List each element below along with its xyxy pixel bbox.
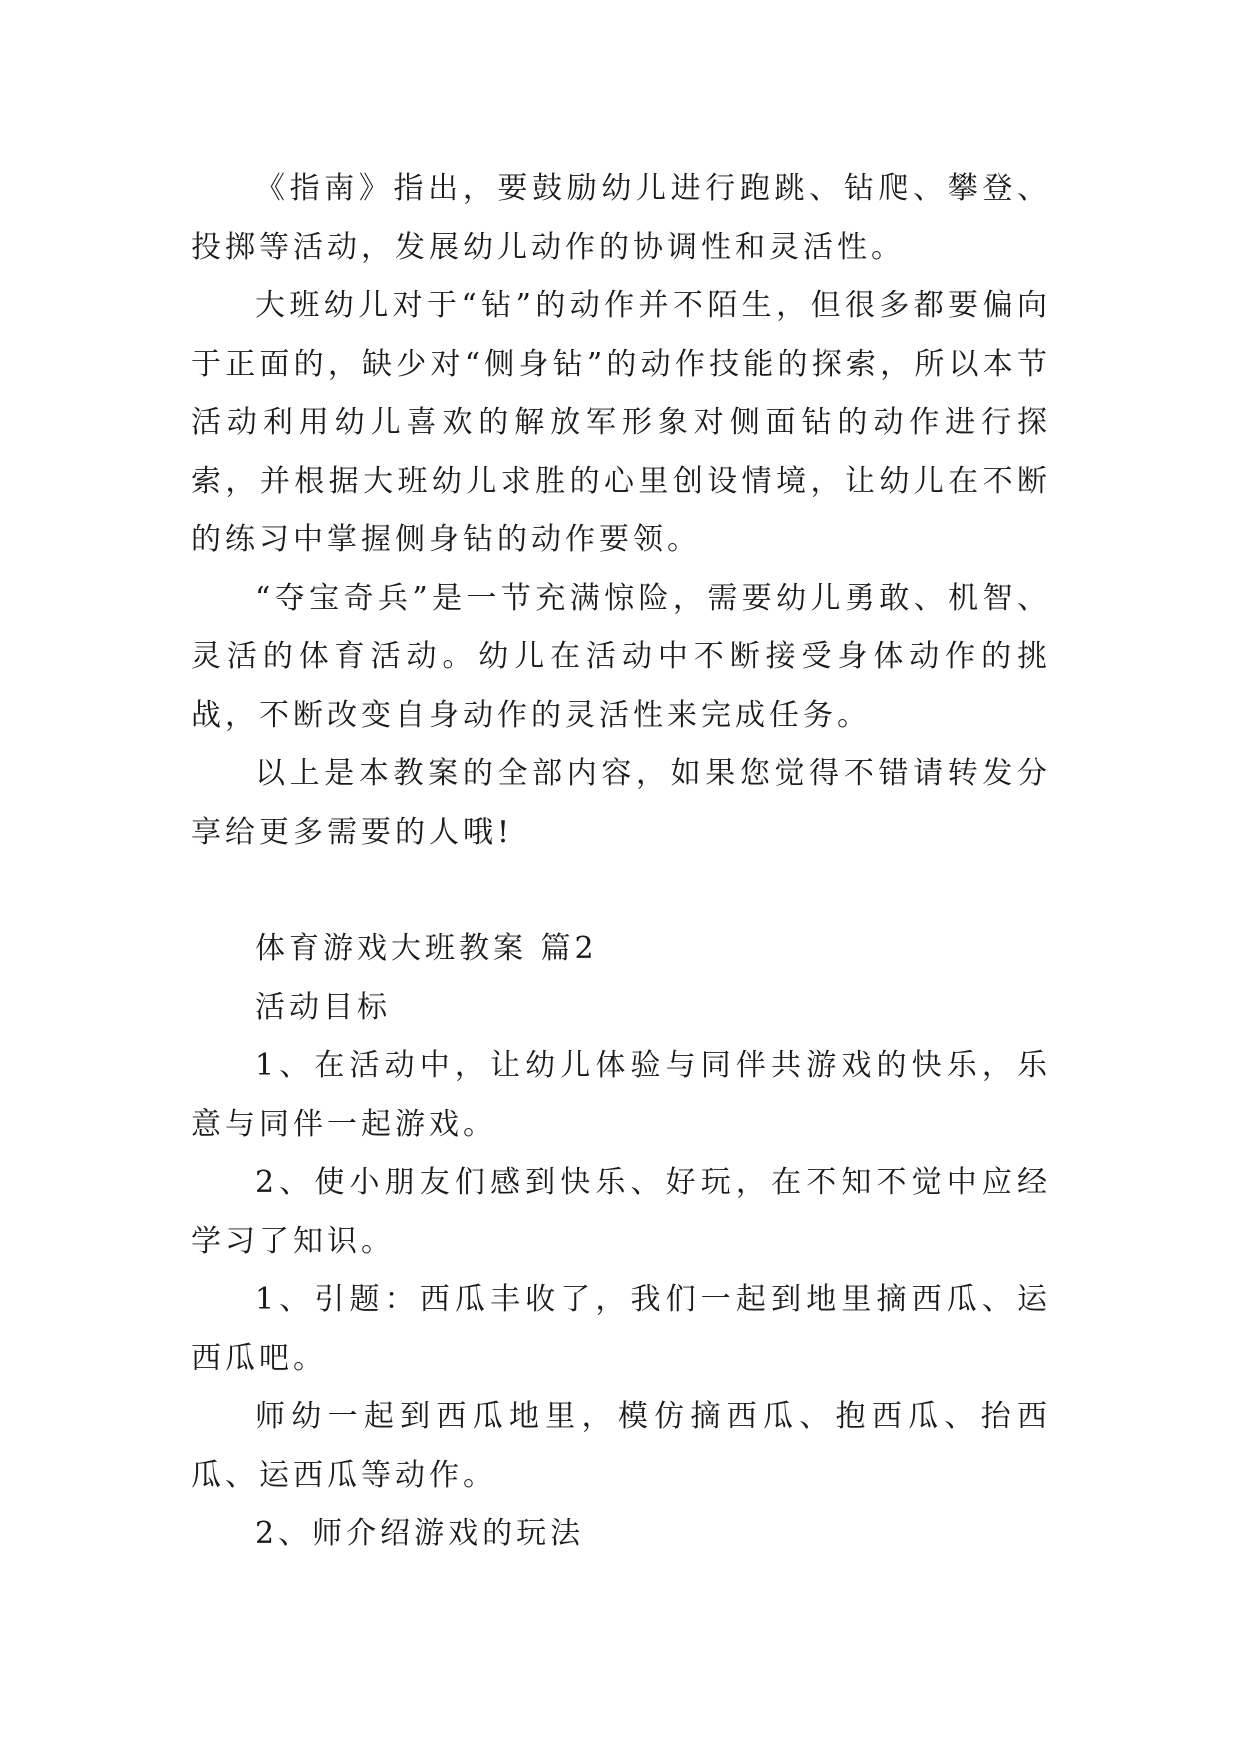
step-game-rules: 2、师介绍游戏的玩法 [255,1516,585,1551]
document-body [191,160,1051,1564]
paragraph-side-crawl: 大班幼儿对于“钻”的动作并不陌生，但很多都要偏向于正面的，缺少对“侧身钻”的动作技能的探索，所以本节活动利用幼儿喜欢的解放军形象对侧面钻的动作进行探索，并根据大班幼儿求胜的心里创设情境，让幼儿在不断的练习中掌握侧身钻的动作要领。 [191,288,1051,557]
subheading-activity-goals: 活动目标 [255,989,391,1025]
step-imitation: 师幼一起到西瓜地里，模仿摘西瓜、抱西瓜、抬西瓜、运西瓜等动作。 [191,1399,1051,1493]
goal-item-2: 2、使小朋友们感到快乐、好玩，在不知不觉中应经学习了知识。 [191,1165,1051,1259]
section-title: 体育游戏大班教案 篇2 [255,931,598,966]
paragraph-treasure-hunt: “夺宝奇兵”是一节充满惊险，需要幼儿勇敢、机智、灵活的体育活动。幼儿在活动中不断接受身体动作的挑战，不断改变自身动作的灵活性来完成任务。 [191,580,1051,733]
paragraph-closing-note: 以上是本教案的全部内容，如果您觉得不错请转发分享给更多需要的人哦! [191,756,1051,850]
step-intro: 1、引题：西瓜丰收了，我们一起到地里摘西瓜、运西瓜吧。 [191,1282,1051,1376]
goal-item-1: 1、在活动中，让幼儿体验与同伴共游戏的快乐，乐意与同伴一起游戏。 [191,1048,1051,1142]
section-spacer [191,862,1051,920]
paragraph-guideline: 《指南》指出，要鼓励幼儿进行跑跳、钻爬、攀登、投掷等活动，发展幼儿动作的协调性和灵活性。 [191,171,1051,265]
